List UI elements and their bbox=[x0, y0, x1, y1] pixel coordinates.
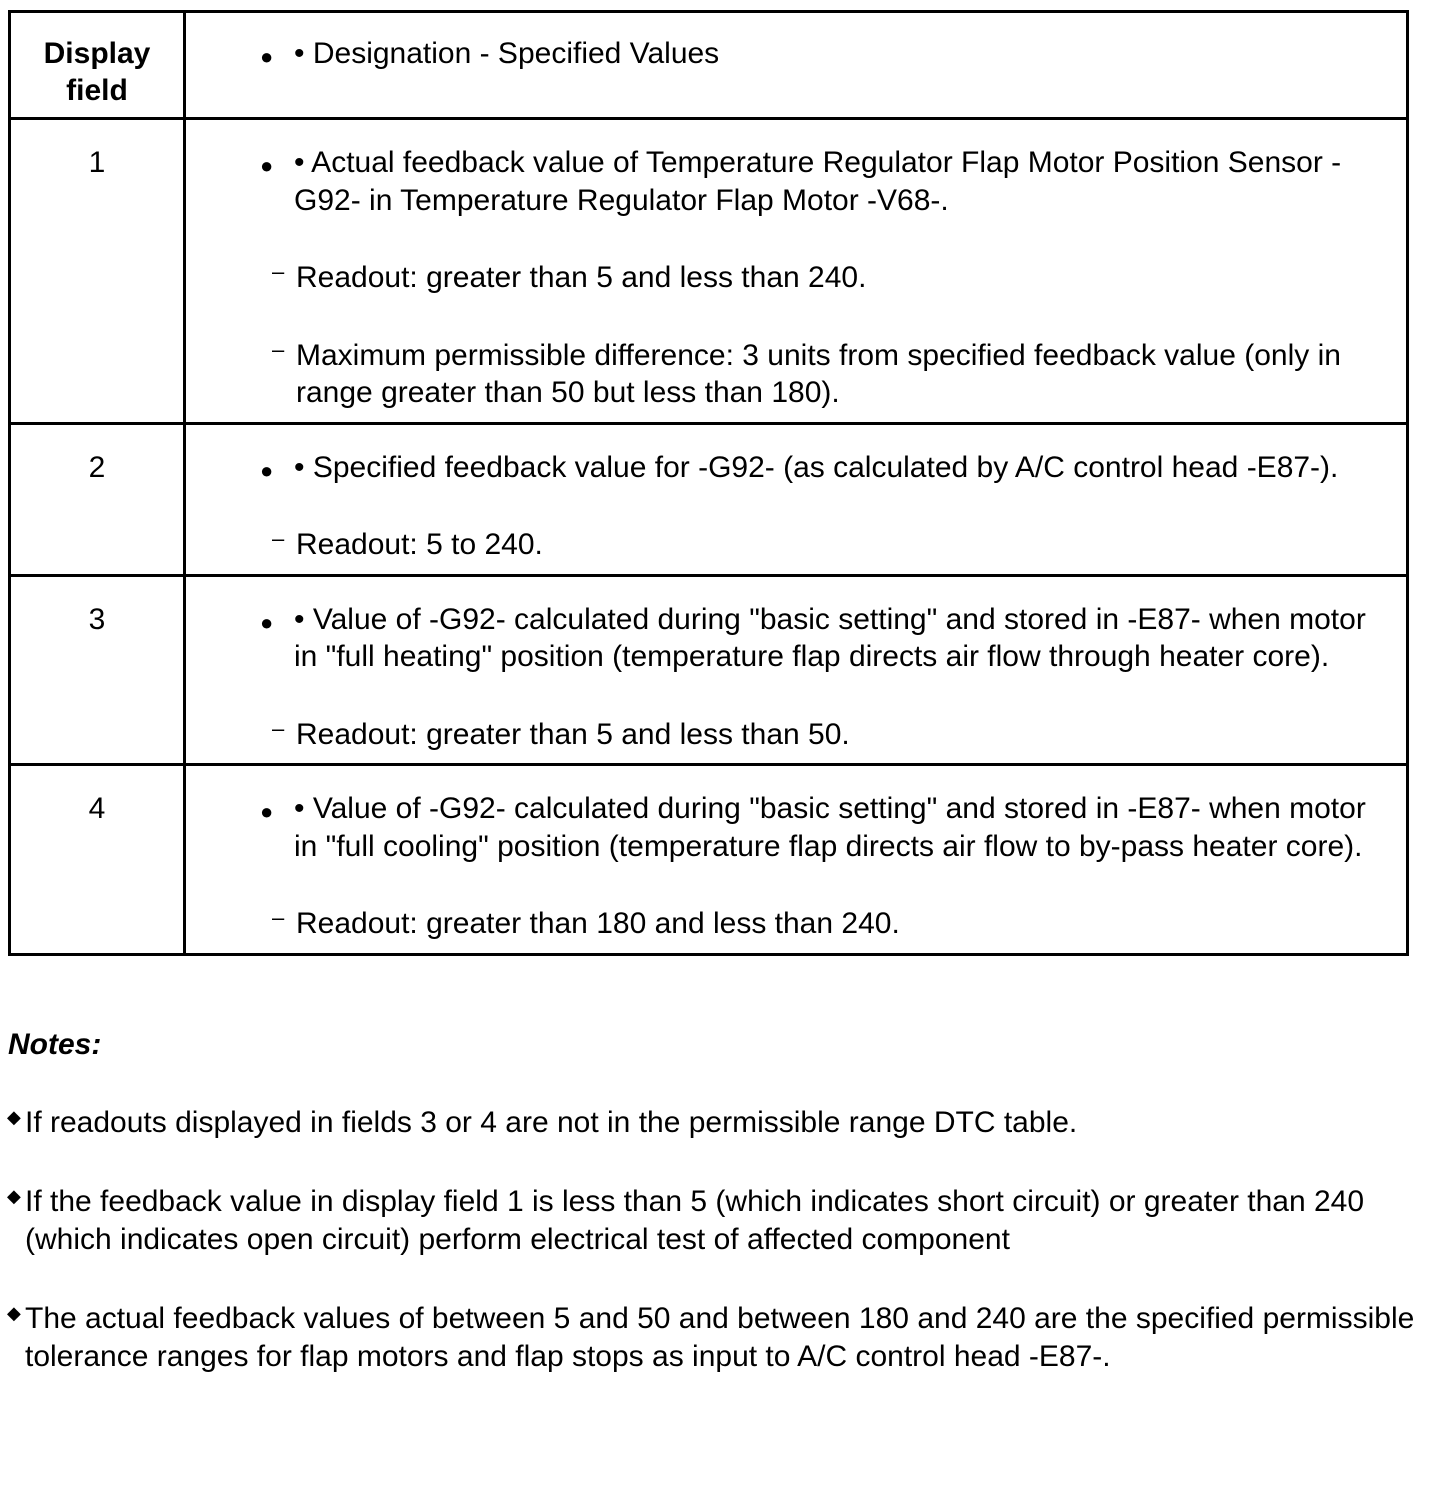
bullet-icon: ● bbox=[260, 457, 274, 483]
specification-entry bbox=[186, 259, 1394, 297]
specification-text: Readout: greater than 5 and less than 50. bbox=[296, 717, 850, 751]
specified-values-table bbox=[8, 10, 1409, 956]
description-entry bbox=[186, 449, 1394, 487]
description-entry bbox=[186, 790, 1394, 865]
field-number-cell bbox=[10, 423, 185, 575]
bullet-icon: ● bbox=[260, 799, 274, 824]
dash-icon: – bbox=[272, 905, 285, 930]
description-cell bbox=[185, 119, 1408, 424]
field-number-cell bbox=[10, 575, 185, 765]
diamond-bullet-icon: ◆ bbox=[7, 1302, 21, 1323]
field-number: 2 bbox=[88, 450, 106, 484]
note-text: If the feedback value in display field 1 is less than 5 (which indicates short circuit) or greater than 240 (which indicates open circuit) perform electrical test of affected component bbox=[25, 1184, 1365, 1256]
note-text: If readouts displayed in fields 3 or 4 are not in the permissible range DTC table. bbox=[25, 1106, 1078, 1139]
specification-text: Maximum permissible difference: 3 units from specified feedback value (only in range greater than 50 but less than 180). bbox=[296, 338, 1341, 409]
notes-title: Notes: bbox=[8, 1028, 102, 1061]
specification-entry bbox=[186, 716, 1394, 754]
table-row bbox=[10, 575, 1408, 765]
designation-heading-entry bbox=[186, 35, 1394, 73]
description-cell bbox=[185, 765, 1408, 955]
specification-entry bbox=[186, 337, 1394, 412]
field-number: 3 bbox=[88, 602, 106, 636]
description-cell bbox=[185, 423, 1408, 575]
display-field-heading: Display field bbox=[43, 37, 151, 107]
bullet-icon: ● bbox=[260, 44, 274, 69]
description-text: • Value of -G92- calculated during "basic setting" and stored in -E87- when motor in "full cooling" position (temperature flap directs air flow to by-pass heater core). bbox=[294, 792, 1366, 863]
field-number-cell bbox=[10, 119, 185, 424]
description-text: • Specified feedback value for -G92- (as calculated by A/C control head -E87-). bbox=[294, 450, 1339, 484]
description-cell bbox=[185, 575, 1408, 765]
note-text: The actual feedback values of between 5 and 50 and between 180 and 240 are the specified permissible tolerance ranges for flap motors and flap stops as input to A/C control head -E87-. bbox=[25, 1301, 1415, 1373]
specification-text: Readout: greater than 180 and less than 240. bbox=[296, 907, 900, 940]
table-row bbox=[10, 119, 1408, 424]
specification-entry bbox=[186, 526, 1394, 564]
note-item bbox=[8, 1300, 1428, 1377]
bullet-icon: ● bbox=[260, 153, 274, 178]
field-number: 4 bbox=[88, 792, 106, 825]
description-entry bbox=[186, 601, 1394, 676]
field-number-cell bbox=[10, 765, 185, 955]
diamond-bullet-icon: ◆ bbox=[7, 1107, 21, 1127]
table-header-row bbox=[10, 12, 1408, 119]
dash-icon: – bbox=[272, 336, 285, 362]
description-entry bbox=[186, 144, 1394, 219]
dash-icon: – bbox=[272, 715, 285, 741]
description-text: • Actual feedback value of Temperature Regulator Flap Motor Position Sensor -G92- in Temperature Regulator Flap Motor -V68-. bbox=[294, 146, 1342, 217]
field-number: 1 bbox=[88, 146, 106, 179]
header-content-cell bbox=[185, 12, 1408, 119]
dash-icon: – bbox=[272, 259, 285, 284]
note-item bbox=[8, 1104, 1428, 1143]
notes-section bbox=[8, 1026, 1428, 1377]
description-text: • Value of -G92- calculated during "basic setting" and stored in -E87- when motor in "full heating" position (temperature flap directs air flow through heater core). bbox=[294, 602, 1366, 673]
diamond-bullet-icon: ◆ bbox=[7, 1185, 21, 1206]
specification-text: Readout: 5 to 240. bbox=[296, 528, 543, 561]
designation-heading: • Designation - Specified Values bbox=[294, 37, 720, 70]
specification-entry bbox=[186, 905, 1394, 943]
specification-text: Readout: greater than 5 and less than 240. bbox=[296, 261, 867, 294]
header-field-cell bbox=[10, 12, 185, 119]
table-row bbox=[10, 423, 1408, 575]
bullet-icon: ● bbox=[260, 609, 274, 635]
dash-icon: – bbox=[272, 526, 285, 551]
table-row bbox=[10, 765, 1408, 955]
note-item bbox=[8, 1183, 1428, 1260]
